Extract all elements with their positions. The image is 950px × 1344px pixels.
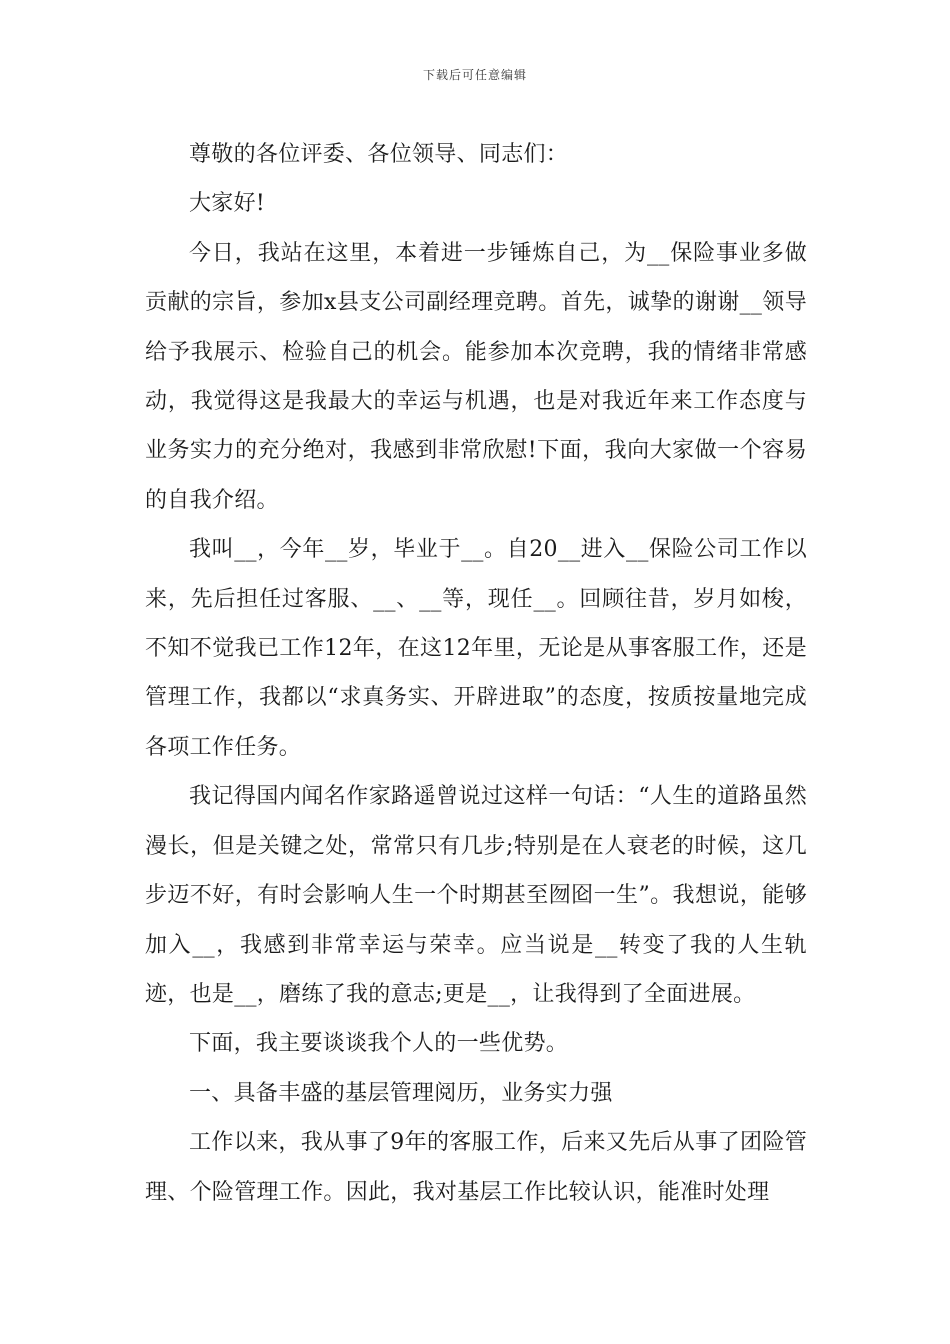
- advantages-intro-paragraph: 下面，我主要谈谈我个人的一些优势。: [189, 1031, 569, 1057]
- section-heading-one: 一、具备丰盛的基层管理阅历，业务实力强: [189, 1080, 613, 1106]
- quote-paragraph: 我记得国内闻名作家路遥曾说过这样一句话：“人生的道路虽然漫长，但是关键之处，常常只有几步;特别是在人衰老的时候，这几步迈不好，有时会影响人生一个时期甚至囫囵一生”。我想说，能够加入__，我感到非常幸运与荣幸。应当说是__转变了我的人生轨迹，也是__，磨练了我的意志;更是__，让我得到了全面进展。: [145, 784, 807, 1007]
- download-note: 下载后可任意编辑: [422, 68, 527, 82]
- experience-paragraph: 工作以来，我从事了9年的客服工作，后来又先后从事了团险管理、个险管理工作。因此，我对基层工作比较认识，能准时处理: [145, 1130, 807, 1205]
- document-body: [145, 130, 807, 1217]
- greeting-paragraph: 大家好!: [189, 191, 266, 217]
- salutation-paragraph: 尊敬的各位评委、各位领导、同志们：: [189, 142, 569, 167]
- intro-paragraph: 今日，我站在这里，本着进一步锤炼自己，为__保险事业多做贡献的宗旨，参加x县支公司副经理竞聘。首先，诚挚的谢谢__领导给予我展示、检验自己的机会。能参加本次竞聘，我的情绪非常感动，我觉得这是我最大的幸运与机遇，也是对我近年来工作态度与业务实力的充分绝对，我感到非常欣慰!下面，我向大家做一个容易的自我介绍。: [145, 240, 807, 513]
- self-intro-paragraph: 我叫__，今年__岁，毕业于__。自20__进入__保险公司工作以来，先后担任过客服、__、__等，现任__。回顾往昔，岁月如梭，不知不觉我已工作12年，在这12年里，无论是从事客服工作，还是管理工作，我都以“求真务实、开辟进取”的态度，按质按量地完成各项工作任务。: [145, 537, 807, 760]
